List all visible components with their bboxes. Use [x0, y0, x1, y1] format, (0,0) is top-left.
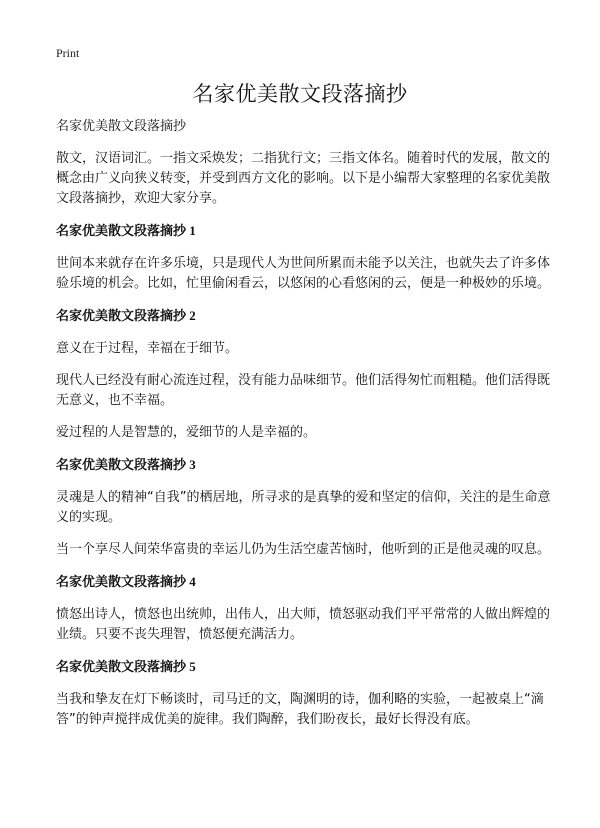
section-2-paragraph-2: 现代人已经没有耐心流连过程，没有能力品味细节。他们活得匆忙而粗糙。他们活得既无意义，也不幸福。: [56, 373, 551, 408]
page-title: 名家优美散文段落摘抄: [192, 82, 408, 106]
section-heading-5: 名家优美散文段落摘抄 5: [56, 659, 196, 674]
intro-paragraph: 散文，汉语词汇。一指文采焕发；二指犹行文；三指文体名。随着时代的发展，散文的概念由广义向狭义转变，并受到西方文化的影响。以下是小编帮大家整理的名家优美散文段落摘抄，欢迎大家分享。: [56, 151, 551, 206]
section-heading-4: 名家优美散文段落摘抄 4: [56, 574, 196, 589]
section-heading-3: 名家优美散文段落摘抄 3: [56, 457, 196, 472]
section-heading-2: 名家优美散文段落摘抄 2: [56, 308, 196, 323]
section-2-paragraph-3: 爱过程的人是智慧的，爱细节的人是幸福的。: [56, 425, 317, 440]
section-5-paragraph-1: 当我和挚友在灯下畅谈时，司马迁的文，陶渊明的诗，伽利略的实验，一起被桌上“滴答”的钟声搅拌成优美的旋律。我们陶醉，我们盼夜长，最好长得没有底。: [56, 692, 544, 727]
section-1-paragraph-1: 世间本来就存在许多乐境，只是现代人为世间所累而未能予以关注，也就失去了许多体验乐境的机会。比如，忙里偷闲看云，以悠闲的心看悠闲的云，便是一种极妙的乐境。: [56, 256, 551, 291]
section-heading-1: 名家优美散文段落摘抄 1: [56, 223, 196, 238]
article-body: [56, 117, 556, 742]
section-2-paragraph-1: 意义在于过程，幸福在于细节。: [56, 341, 239, 356]
article-subtitle: 名家优美散文段落摘抄: [56, 119, 187, 134]
section-3-paragraph-2: 当一个享尽人间荣华富贵的幸运儿仍为生活空虚苦恼时，他听到的正是他灵魂的叹息。: [56, 542, 551, 557]
section-3-paragraph-1: 灵魂是人的精神“自我”的栖居地，所寻求的是真挚的爱和坚定的信仰，关注的是生命意义的实现。: [56, 490, 551, 525]
print-link[interactable]: Print: [56, 46, 80, 60]
section-4-paragraph-1: 愤怒出诗人，愤怒也出统帅，出伟人，出大师，愤怒驱动我们平平常常的人做出辉煌的业绩。只要不丧失理智，愤怒便充满活力。: [56, 607, 551, 642]
